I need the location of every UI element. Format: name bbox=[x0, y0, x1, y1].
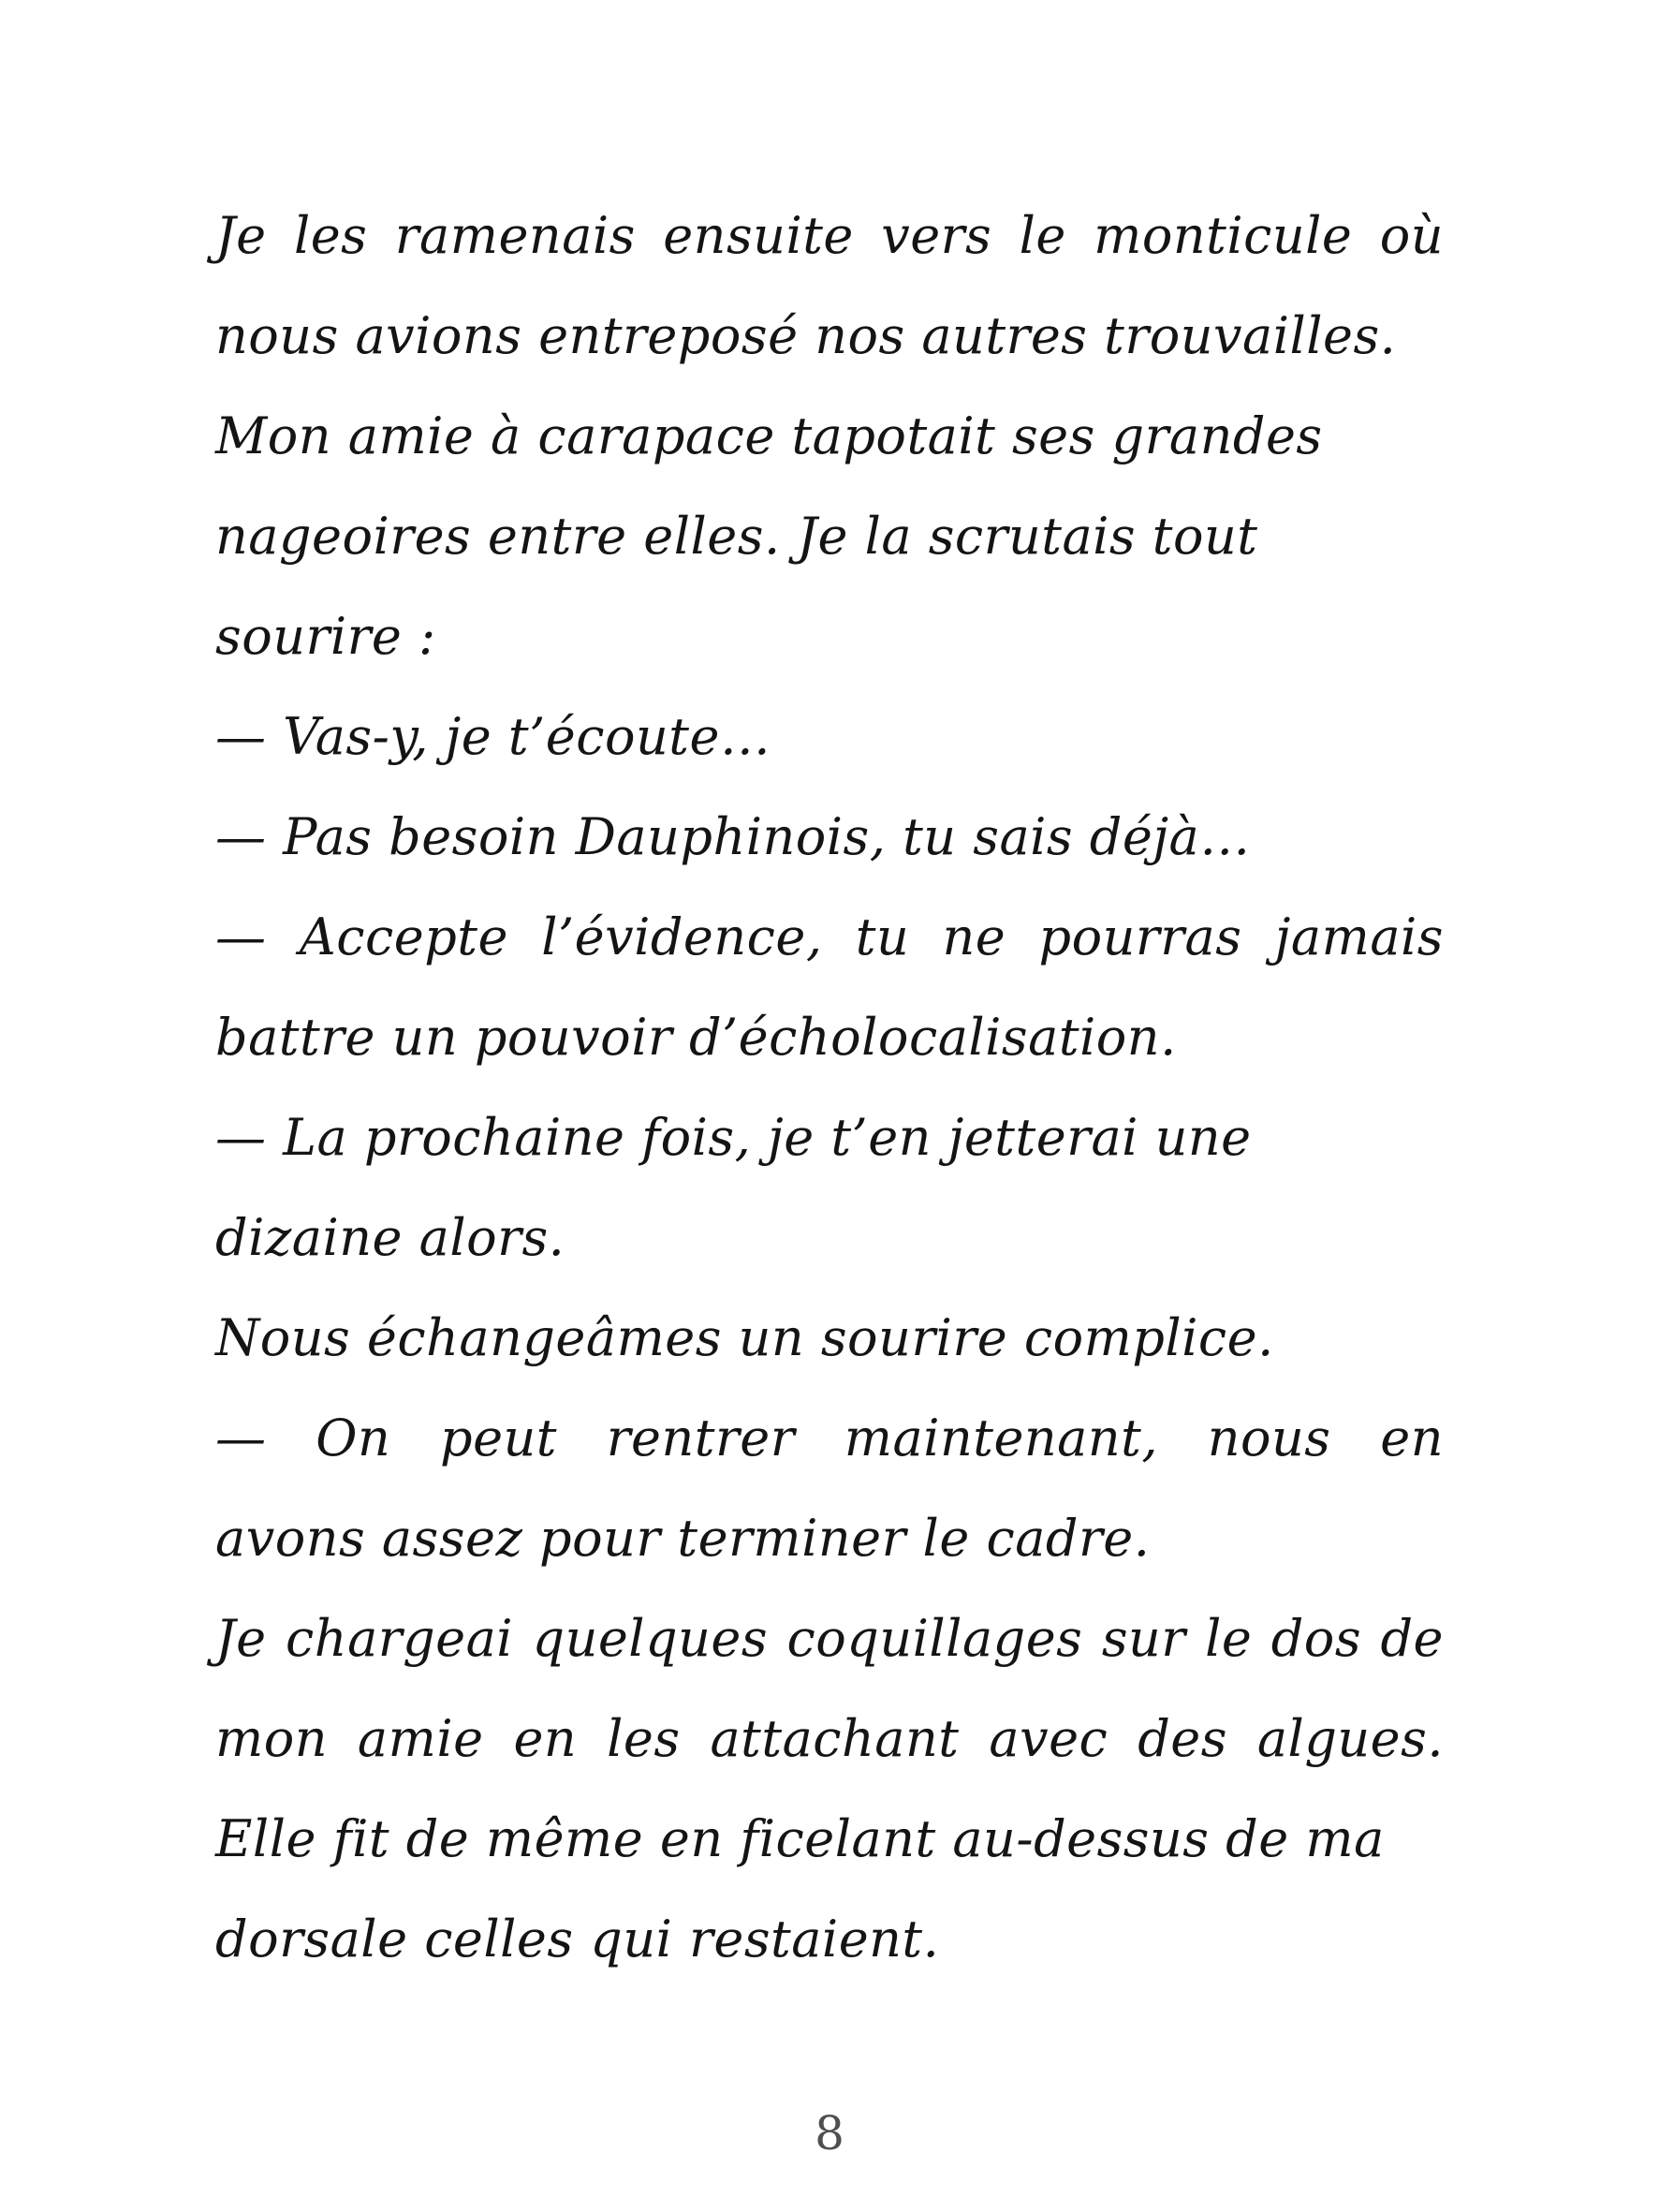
text-line: nous avions entreposé nos autres trouvailles. bbox=[215, 306, 1397, 365]
text-line: dorsale celles qui restaient. bbox=[215, 1910, 940, 1969]
text-line: avons assez pour terminer le cadre. bbox=[215, 1509, 1151, 1568]
text-line: — La prochaine fois, je t’en jetterai une bbox=[215, 1108, 1252, 1167]
text-line: Nous échangeâmes un sourire complice. bbox=[215, 1308, 1274, 1367]
text-line: dizaine alors. bbox=[215, 1208, 565, 1267]
text-line: — On peut rentrer maintenant, nous en bbox=[215, 1408, 1444, 1467]
text-line: Je chargeai quelques coquillages sur le dos de bbox=[215, 1609, 1444, 1668]
text-line: sourire : bbox=[215, 607, 436, 666]
text-line: — Vas-y, je t’écoute… bbox=[215, 707, 771, 766]
text-line: Je les ramenais ensuite vers le monticule où bbox=[215, 206, 1444, 265]
text-line: battre un pouvoir d’écholocalisation. bbox=[215, 1008, 1177, 1067]
text-line: mon amie en les attachant avec des algues. bbox=[215, 1709, 1444, 1768]
page-text bbox=[215, 185, 1444, 1989]
page-number: 8 bbox=[815, 2106, 844, 2160]
text-line: Mon amie à carapace tapotait ses grandes bbox=[215, 406, 1323, 465]
text-line: — Accepte l’évidence, tu ne pourras jamais bbox=[215, 907, 1444, 966]
text-line: — Pas besoin Dauphinois, tu sais déjà… bbox=[215, 807, 1251, 866]
text-line: nageoires entre elles. Je la scrutais tout bbox=[215, 507, 1258, 566]
text-line: Elle fit de même en ficelant au-dessus de ma bbox=[215, 1809, 1385, 1868]
